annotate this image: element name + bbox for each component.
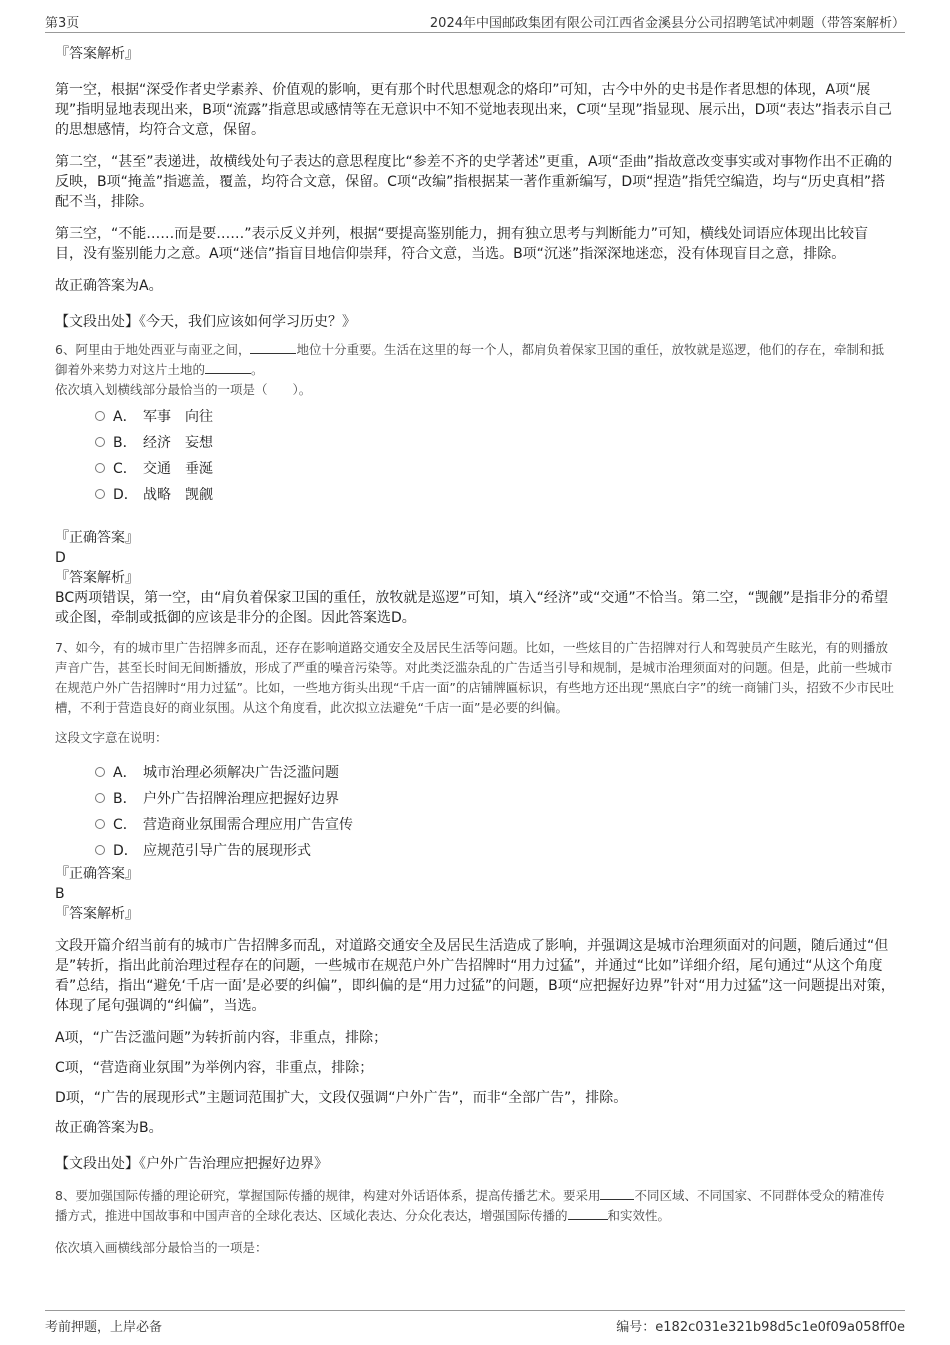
radio-icon[interactable] [95, 411, 105, 421]
page-content [55, 44, 895, 1258]
option-letter: D． [113, 843, 138, 859]
radio-icon[interactable] [95, 437, 105, 447]
option-text: 户外广告招牌治理应把握好边界 [143, 791, 339, 807]
q6-answer-label: 『正确答案』 [55, 530, 139, 546]
q7-option-c-note: C项，“营造商业氛围”为举例内容，非重点，排除； [55, 1060, 374, 1076]
q7-option-a[interactable] [95, 760, 895, 786]
q6-analysis-label: 『答案解析』 [55, 570, 139, 586]
q7-source: 【文段出处】《户外广告治理应把握好边界》 [55, 1156, 328, 1172]
radio-icon[interactable] [95, 793, 105, 803]
q7-option-d[interactable] [95, 838, 895, 864]
option-text: 交通 垂涎 [143, 461, 213, 477]
q7-answer: B [55, 886, 65, 902]
q8-stem-part3: 和实效性。 [607, 1208, 671, 1223]
document-title: 2024年中国邮政集团有限公司江西省金溪县分公司招聘笔试冲刺题（带答案解析） [429, 16, 905, 31]
option-letter: B． [113, 791, 137, 807]
q6-answer: D [55, 550, 66, 566]
q7-conclusion: 故正确答案为B。 [55, 1120, 163, 1136]
q7-instruction: 这段文字意在说明： [55, 730, 168, 745]
radio-icon[interactable] [95, 845, 105, 855]
q7-answer-label: 『正确答案』 [55, 866, 139, 882]
radio-icon[interactable] [95, 819, 105, 829]
option-letter: C． [113, 461, 137, 477]
q6-option-b[interactable] [95, 430, 895, 456]
q6-stem-part3: 。 [251, 362, 264, 377]
q6-option-a[interactable] [95, 404, 895, 430]
q5-analysis-para2: 第二空，“甚至”表递进，故横线处句子表达的意思程度比“参差不齐的史学著述”更重，A项“歪曲”指故意改变事实或对事物作出不正确的反映，B项“掩盖”指遮盖，覆盖，均符合文意，保留。C项“改编”指根据某一著作重新编写，D项“捏造”指凭空编造，均与“历史真相”搭配不当，排除。 [55, 154, 893, 210]
answer-blank [568, 1207, 608, 1220]
option-letter: A． [113, 765, 137, 781]
footer-slogan: 考前押题，上岸必备 [45, 1320, 163, 1335]
q6-stem-part1: 6、阿里由于地处西亚与南亚之间， [55, 342, 251, 357]
radio-icon[interactable] [95, 489, 105, 499]
radio-icon[interactable] [95, 767, 105, 777]
q7-analysis-label: 『答案解析』 [55, 906, 139, 922]
answer-blank [600, 1187, 634, 1200]
q8-stem-part2: 不同区域、不同国家、不同群体受众的精准传播方式，推进中国故事和中国声音的全球化表达、区域化表达、分众化表达，增强国际传播的 [55, 1188, 885, 1223]
option-text: 战略 觊觎 [143, 487, 213, 503]
q7-option-a-note: A项，“广告泛滥问题”为转折前内容，非重点，排除； [55, 1030, 388, 1046]
q8-stem [55, 1186, 895, 1226]
q6-instruction: 依次填入划横线部分最恰当的一项是（ ）。 [55, 382, 312, 397]
option-letter: C． [113, 817, 137, 833]
page-number: 第3页 [45, 16, 80, 31]
answer-blank [205, 361, 251, 374]
option-text: 城市治理必须解决广告泛滥问题 [143, 765, 339, 781]
q5-source: 【文段出处】《今天，我们应该如何学习历史？》 [55, 314, 356, 330]
q5-analysis-para1: 第一空，根据“深受作者史学素养、价值观的影响，更有那个时代思想观念的烙印”可知，古今中外的史书是作者思想的体现，A项“展现”指明显地表现出来，B项“流露”指意思或感情等在无意识中不知不觉地表现出来，C项“呈现”指显现、展示出，D项“表达”指表示自己的思想感情，均符合文意，保留。 [55, 82, 892, 138]
option-text: 应规范引导广告的展现形式 [143, 843, 311, 859]
q7-analysis: 文段开篇介绍当前有的城市广告招牌多而乱，对道路交通安全及居民生活造成了影响，并强调这是城市治理须面对的问题，随后通过“但是”转折，指出此前治理过程存在的问题，一些城市在规范户外广告招牌时“用力过猛”，并通过“比如”详细介绍，尾句通过“从这个角度看”总结，指出“避免‘千店一面’是必要的纠偏”，即纠偏的是“用力过猛”的问题，B项“应把握好边界”针对“用力过猛”这一问题提出对策，体现了尾句强调的“纠偏”，当选。 [55, 938, 895, 1014]
radio-icon[interactable] [95, 463, 105, 473]
q6-option-d[interactable] [95, 482, 895, 508]
q5-analysis-para3: 第三空，“不能……而是要……”表示反义并列，根据“要提高鉴别能力，拥有独立思考与判断能力”可知，横线处词语应体现出比较盲目，没有鉴别能力之意。A项“迷信”指盲目地信仰崇拜，符合文意，当选。B项“沉迷”指深深地迷恋，没有体现盲目之意，排除。 [55, 226, 869, 262]
option-text: 军事 向往 [143, 409, 213, 425]
page-header [45, 10, 905, 33]
q6-option-c[interactable] [95, 456, 895, 482]
q6-stem-part2: 地位十分重要。生活在这里的每一个人，都肩负着保家卫国的重任，放牧就是巡逻，他们的存在，牵制和抵御着外来势力对这片土地的 [55, 342, 884, 377]
answer-blank [250, 341, 296, 354]
option-letter: D． [113, 487, 138, 503]
q5-conclusion: 故正确答案为A。 [55, 278, 163, 294]
document-id: 编号：e182c031e321b98d5c1e0f09a058ff0e [616, 1320, 905, 1335]
q7-option-b[interactable] [95, 786, 895, 812]
option-text: 营造商业氛围需合理应用广告宣传 [143, 817, 353, 833]
q5-analysis-label: 『答案解析』 [55, 46, 139, 62]
q8-instruction: 依次填入画横线部分最恰当的一项是： [55, 1240, 268, 1255]
q6-analysis: BC两项错误，第一空，由“肩负着保家卫国的重任，放牧就是巡逻”可知，填入“经济”或“交通”不恰当。第二空，“觊觎”是指非分的希望或企图，牵制或抵御的应该是非分的企图。因此答案选D。 [55, 590, 889, 626]
option-letter: A． [113, 409, 137, 425]
q7-option-d-note: D项，“广告的展现形式”主题词范围扩大，文段仅强调“户外广告”，而非“全部广告”，排除。 [55, 1090, 628, 1106]
q8-stem-part1: 8、要加强国际传播的理论研究，掌握国际传播的规律，构建对外话语体系，提高传播艺术。要采用 [55, 1188, 601, 1203]
q7-stem: 7、如今，有的城市里广告招牌多而乱，还存在影响道路交通安全及居民生活等问题。比如，一些炫目的广告招牌对行人和驾驶员产生眩光，有的则播放声音广告，甚至长时间无间断播放，形成了严重的噪音污染等。对此类泛滥杂乱的广告适当引导和规制，是城市治理须面对的问题。但是，此前一些城市在规范户外广告招牌时“用力过猛”。比如，一些地方街头出现“千店一面”的店铺牌匾标识，有些地方还出现“黑底白字”的统一商铺门头，招致不少市民吐槽，不利于营造良好的商业氛围。从这个角度看，此次拟立法避免“千店一面”是必要的纠偏。 [55, 640, 894, 715]
option-letter: B． [113, 435, 137, 451]
option-text: 经济 妄想 [143, 435, 213, 451]
q7-option-c[interactable] [95, 812, 895, 838]
page-footer [45, 1310, 905, 1337]
q6-stem [55, 340, 895, 380]
